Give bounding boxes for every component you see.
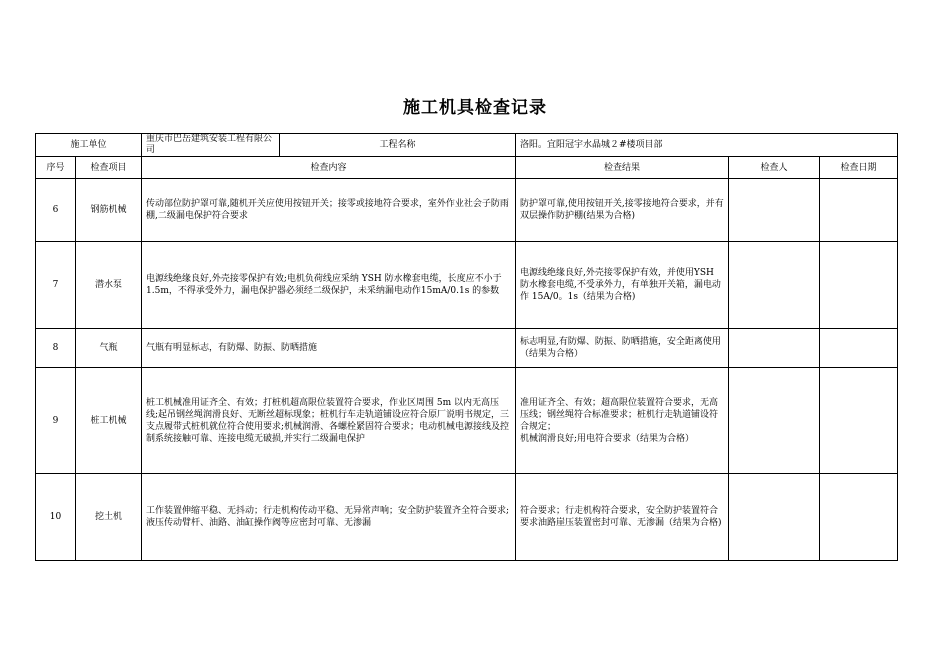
row-result: 符合要求；行走机构符合要求，安全防护装置符合要求油路崖压装置密封可靠、无渗漏（结果为合格) [516, 474, 729, 561]
row-inspector [729, 242, 820, 329]
row-content: 工作装置伸缩平稳、无抖动；行走机构传动平稳、无异常声响；安全防护装置齐全符合要求;液压传动臂杆、油路、油缸操作阀等应密封可靠、无渗漏 [142, 474, 516, 561]
row-date [820, 474, 898, 561]
project-label: 工程名称 [280, 134, 516, 157]
project-value: 洛阳。宜阳冠宇水晶城２#楼项目部 [516, 134, 898, 157]
row-content: 桩工机械准用证齐全、有效；打桩机超高限位装置符合要求，作业区周围 5m 以内无高压线;起吊钢丝绳润滑良好、无断丝超标现象；桩机行车走轨道铺设应符合原厂说明书规定，三支点履带式桩机就位符合使用要求;机械润滑、各螺栓紧固符合要求；电动机械电源接线及控制系统接触可靠、连接电缆无破损,并实行二级漏电保护 [142, 368, 516, 474]
row-content: 传动部位防护罩可靠,随机开关应使用按钮开关；接零或接地符合要求，室外作业社会子防雨棚,二级漏电保护符合要求 [142, 179, 516, 242]
row-date [820, 368, 898, 474]
row-result: 标志明显,有防爆、防振、防晒措施，安全距离使用（结果为合格） [516, 329, 729, 368]
page-title: 施工机具检查记录 [403, 98, 547, 118]
table-row [36, 474, 898, 561]
row-date [820, 242, 898, 329]
column-header-result: 检查结果 [516, 157, 729, 179]
row-date [820, 329, 898, 368]
table-row [36, 179, 898, 242]
row-result: 准用证齐全、有效；超高限位装置符合要求，无高压线；钢丝绳符合标准要求；桩机行走轨道铺设符合规定； 机械润滑良好;用电符合要求（结果为合格） [516, 368, 729, 474]
unit-label: 施工单位 [36, 134, 142, 157]
row-seq: 6 [36, 179, 76, 242]
column-header-row [36, 157, 898, 179]
header-row-project [36, 134, 898, 157]
row-inspector [729, 179, 820, 242]
inspection-table [35, 133, 898, 561]
row-item: 桩工机械 [76, 368, 142, 474]
row-seq: 10 [36, 474, 76, 561]
row-inspector [729, 474, 820, 561]
row-result: 电源线绝缘良好,外壳接零保护有效，并使用YSH 防水橡套电缆,不受承外力，有单独开关箱，漏电动作 15A/0。1s（结果为合格) [516, 242, 729, 329]
row-seq: 7 [36, 242, 76, 329]
row-item: 钢筋机械 [76, 179, 142, 242]
row-seq: 8 [36, 329, 76, 368]
column-header-content: 检查内容 [142, 157, 516, 179]
row-item: 挖土机 [76, 474, 142, 561]
column-header-inspector: 检查人 [729, 157, 820, 179]
column-header-seq: 序号 [36, 157, 76, 179]
row-inspector [729, 329, 820, 368]
column-header-item: 检查项目 [76, 157, 142, 179]
row-item: 气瓶 [76, 329, 142, 368]
table-row [36, 329, 898, 368]
row-content: 气瓶有明显标志，有防爆、防振、防晒措施 [142, 329, 516, 368]
unit-value: 重庆市巴岳建筑安装工程有限公司 [142, 134, 280, 157]
row-item: 潜水泵 [76, 242, 142, 329]
row-date [820, 179, 898, 242]
table-row [36, 368, 898, 474]
row-result: 防护罩可靠,使用按钮开关,接零接地符合要求，并有双层操作防护棚(结果为合格) [516, 179, 729, 242]
row-content: 电源线绝缘良好,外壳接零保护有效;电机负荷线应采纳 YSH 防水橡套电缆，长度应不小于 1.5m，不得承受外力，漏电保护器必须经二级保护，未采纳漏电动作15mA/0.1s 的参数 [142, 242, 516, 329]
row-seq: 9 [36, 368, 76, 474]
row-inspector [729, 368, 820, 474]
column-header-date: 检查日期 [820, 157, 898, 179]
table-row [36, 242, 898, 329]
